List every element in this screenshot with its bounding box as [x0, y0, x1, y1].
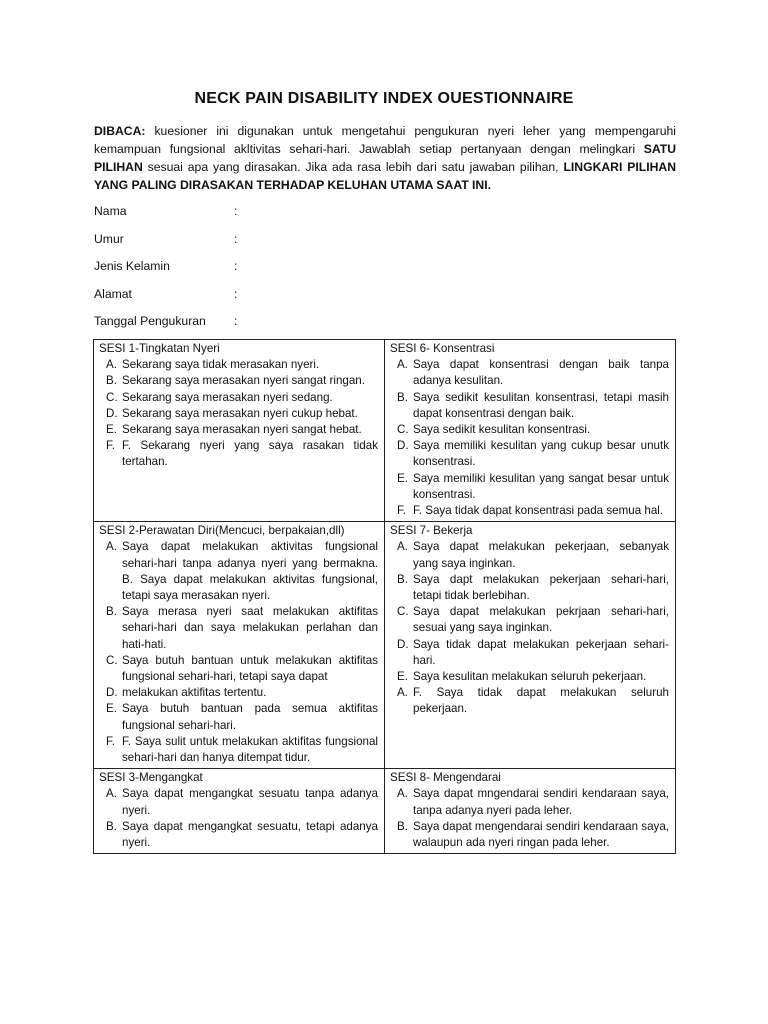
option-list: [99, 357, 378, 470]
option-letter: C.: [397, 605, 409, 619]
option-item[interactable]: [99, 373, 378, 389]
option-letter: C.: [106, 653, 118, 667]
table-row: [94, 340, 676, 522]
option-letter: A.: [106, 787, 117, 801]
option-item[interactable]: [99, 422, 378, 438]
option-item[interactable]: [99, 685, 378, 701]
option-item[interactable]: [99, 604, 378, 653]
table-row: [94, 769, 676, 854]
option-item[interactable]: [390, 572, 669, 604]
option-letter: A.: [106, 540, 117, 554]
option-text: melakukan aktifitas tertentu.: [122, 686, 267, 700]
field-colon: :: [234, 286, 238, 301]
field-tanggal-pengukuran[interactable]: [94, 312, 676, 340]
section-cell: [385, 522, 676, 769]
option-letter: B.: [106, 819, 117, 833]
field-label: Jenis Kelamin: [94, 259, 170, 273]
option-item[interactable]: [99, 539, 378, 604]
option-letter: F.: [106, 734, 116, 748]
option-letter: B.: [106, 374, 117, 388]
option-letter: A.: [397, 358, 408, 372]
instructions-lead: DIBACA:: [94, 124, 146, 138]
option-list: [390, 786, 669, 851]
questionnaire-table: [93, 339, 676, 854]
table-row: [94, 522, 676, 769]
option-letter: E.: [106, 702, 117, 716]
section-title: SESI 6- Konsentrasi: [390, 342, 495, 355]
section-title: SESI 1-Tingkatan Nyeri: [99, 342, 220, 355]
option-text: Saya dapat mengangkat sesuatu tanpa adanya nyeri.: [122, 787, 378, 817]
option-text: Saya kesulitan melakukan seluruh pekerjaan.: [413, 670, 647, 684]
option-letter: C.: [397, 423, 409, 437]
field-umur[interactable]: [94, 230, 676, 258]
option-item[interactable]: [390, 422, 669, 438]
instructions-text-2: sesuai apa yang dirasakan. Jika ada rasa lebih dari satu jawaban pilihan,: [142, 160, 564, 174]
instructions-emphasis-1: SATU PILIHAN: [94, 142, 676, 174]
section-cell: [385, 340, 676, 522]
option-text: Saya dapat melakukan aktivitas fungsional sehari-hari tanpa adanya nyeri yang bermakna. B. Saya dapat melakukan aktivitas fungsional, tetapi saya merasakan nyeri.: [122, 540, 378, 603]
option-text: Saya memiliki kesulitan yang cukup besar unutk konsentrasi.: [413, 439, 669, 469]
section-title: SESI 2-Perawatan Diri(Mencuci, berpakaian,dll): [99, 524, 345, 538]
option-list: [390, 539, 669, 717]
option-letter: B.: [397, 390, 408, 404]
field-colon: :: [234, 204, 238, 218]
option-text: Sekarang saya tidak merasakan nyeri.: [122, 358, 320, 372]
option-text: Saya butuh bantuan pada semua aktifitas fungsional sehari-hari.: [122, 702, 378, 732]
section-title: SESI 3-Mengangkat: [99, 771, 203, 785]
field-label: Alamat: [94, 286, 132, 301]
option-text: F. Sekarang nyeri yang saya rasakan tidak tertahan.: [122, 439, 378, 469]
field-alamat[interactable]: [94, 285, 676, 313]
option-item[interactable]: [390, 819, 669, 851]
field-jenis-kelamin[interactable]: [94, 257, 676, 285]
option-letter: B.: [397, 572, 408, 586]
option-list: [99, 786, 378, 851]
option-letter: A.: [106, 358, 117, 372]
option-item[interactable]: [99, 819, 378, 851]
instructions-paragraph: [94, 122, 676, 194]
option-letter: E.: [106, 423, 117, 437]
field-colon: :: [234, 231, 238, 246]
option-text: Saya dapat mengangkat sesuatu, tetapi adanya nyeri.: [122, 819, 378, 850]
option-letter: B.: [397, 819, 408, 833]
option-letter: E.: [397, 670, 408, 684]
option-item[interactable]: [390, 357, 669, 389]
option-item[interactable]: [390, 539, 669, 571]
section-cell: [94, 522, 385, 769]
option-letter: A.: [397, 787, 408, 801]
option-text: Sekarang saya merasakan nyeri sangat ringan.: [122, 374, 365, 388]
option-item[interactable]: [99, 786, 378, 818]
option-text: F. Saya sulit untuk melakukan aktifitas fungsional sehari-hari dan hanya ditempat tidur.: [122, 734, 378, 765]
option-text: F. Saya tidak dapat melakukan seluruh pekerjaan.: [413, 686, 669, 716]
option-letter: F.: [106, 439, 116, 453]
option-text: Saya dapat mengendarai sendiri kendaraan saya, walaupun ada nyeri ringan pada leher.: [413, 819, 669, 850]
option-letter: D.: [106, 406, 118, 420]
option-text: F. Saya tidak dapat konsentrasi pada semua hal.: [413, 504, 664, 518]
option-text: Saya sedikit kesulitan konsentrasi, tetapi masih dapat konsentrasi dengan baik.: [413, 390, 669, 420]
option-item[interactable]: [99, 701, 378, 733]
field-label: Tanggal Pengukuran: [94, 314, 206, 328]
option-text: Saya dapat melakukan pekrjaan sehari-hari, sesuai yang saya inginkan.: [413, 605, 669, 635]
field-label: Umur: [94, 231, 124, 246]
option-text: Sekarang saya merasakan nyeri sedang.: [122, 390, 333, 404]
option-item[interactable]: [390, 604, 669, 636]
field-colon: :: [234, 314, 238, 328]
option-text: Saya dapt melakukan pekerjaan sehari-hari, tetapi tidak berlebihan.: [413, 572, 669, 603]
option-item[interactable]: [390, 669, 669, 685]
option-letter: E.: [397, 471, 408, 485]
option-letter: D.: [106, 686, 118, 700]
option-letter: C.: [106, 390, 118, 404]
option-list: [390, 357, 669, 519]
option-text: Saya butuh bantuan untuk melakukan aktifitas fungsional sehari-hari, tetapi saya dapat: [122, 653, 378, 684]
option-text: Saya dapat mngendarai sendiri kendaraan saya, tanpa adanya nyeri pada leher.: [413, 787, 669, 817]
option-letter: D.: [397, 439, 409, 453]
option-text: Sekarang saya merasakan nyeri sangat hebat.: [122, 423, 362, 437]
option-item[interactable]: [390, 471, 669, 503]
field-label: Nama: [94, 204, 127, 218]
field-colon: :: [234, 259, 238, 273]
instructions-emphasis-2: LINGKARI PILIHAN YANG PALING DIRASAKAN TERHADAP KELUHAN UTAMA SAAT INI.: [94, 160, 676, 192]
option-list: [99, 539, 378, 766]
option-letter: D.: [397, 637, 409, 651]
option-text: Sekarang saya merasakan nyeri cukup hebat.: [122, 406, 358, 420]
option-text: Saya sedikit kesulitan konsentrasi.: [413, 423, 591, 437]
option-item[interactable]: [390, 503, 669, 519]
section-cell: [94, 769, 385, 854]
section-cell: [94, 340, 385, 522]
option-text: Saya merasa nyeri saat melakukan aktifitas sehari-hari dan saya melakukan perlahan dan hati-hati.: [122, 605, 378, 651]
section-title: SESI 7- Bekerja: [390, 524, 473, 538]
option-item[interactable]: [390, 637, 669, 669]
option-item[interactable]: [99, 406, 378, 422]
option-letter: A.: [397, 686, 408, 700]
field-nama[interactable]: [94, 202, 676, 230]
option-letter: A.: [397, 540, 408, 554]
option-item[interactable]: [390, 685, 669, 717]
option-letter: B.: [106, 605, 117, 619]
option-text: Saya dapat melakukan pekerjaan, sebanyak yang saya inginkan.: [413, 540, 669, 570]
option-item[interactable]: [390, 786, 669, 818]
option-item[interactable]: [99, 438, 378, 470]
document-title: NECK PAIN DISABILITY INDEX OUESTIONNAIRE: [194, 90, 574, 107]
instructions-text-1: kuesioner ini digunakan untuk mengetahui pengukuran nyeri leher yang mempengaruhi kemampuan fungsional akltivitas sehari-hari. Jawablah setiap pertanyaan dengan melingkari: [94, 124, 676, 156]
respondent-fields: [94, 202, 676, 340]
option-item[interactable]: [390, 438, 669, 470]
option-letter: F.: [397, 504, 407, 518]
option-item[interactable]: [99, 390, 378, 406]
option-text: Saya dapat konsentrasi dengan baik tanpa adanya kesulitan.: [413, 358, 669, 388]
section-cell: [385, 769, 676, 854]
option-item[interactable]: [390, 390, 669, 422]
option-item[interactable]: [99, 357, 378, 373]
section-title: SESI 8- Mengendarai: [390, 771, 501, 785]
option-text: Saya tidak dapat melakukan pekerjaan sehari-hari.: [413, 637, 669, 667]
option-text: Saya memiliki kesulitan yang sangat besar untuk konsentrasi.: [413, 471, 669, 501]
option-item[interactable]: [99, 653, 378, 685]
option-item[interactable]: [99, 734, 378, 766]
